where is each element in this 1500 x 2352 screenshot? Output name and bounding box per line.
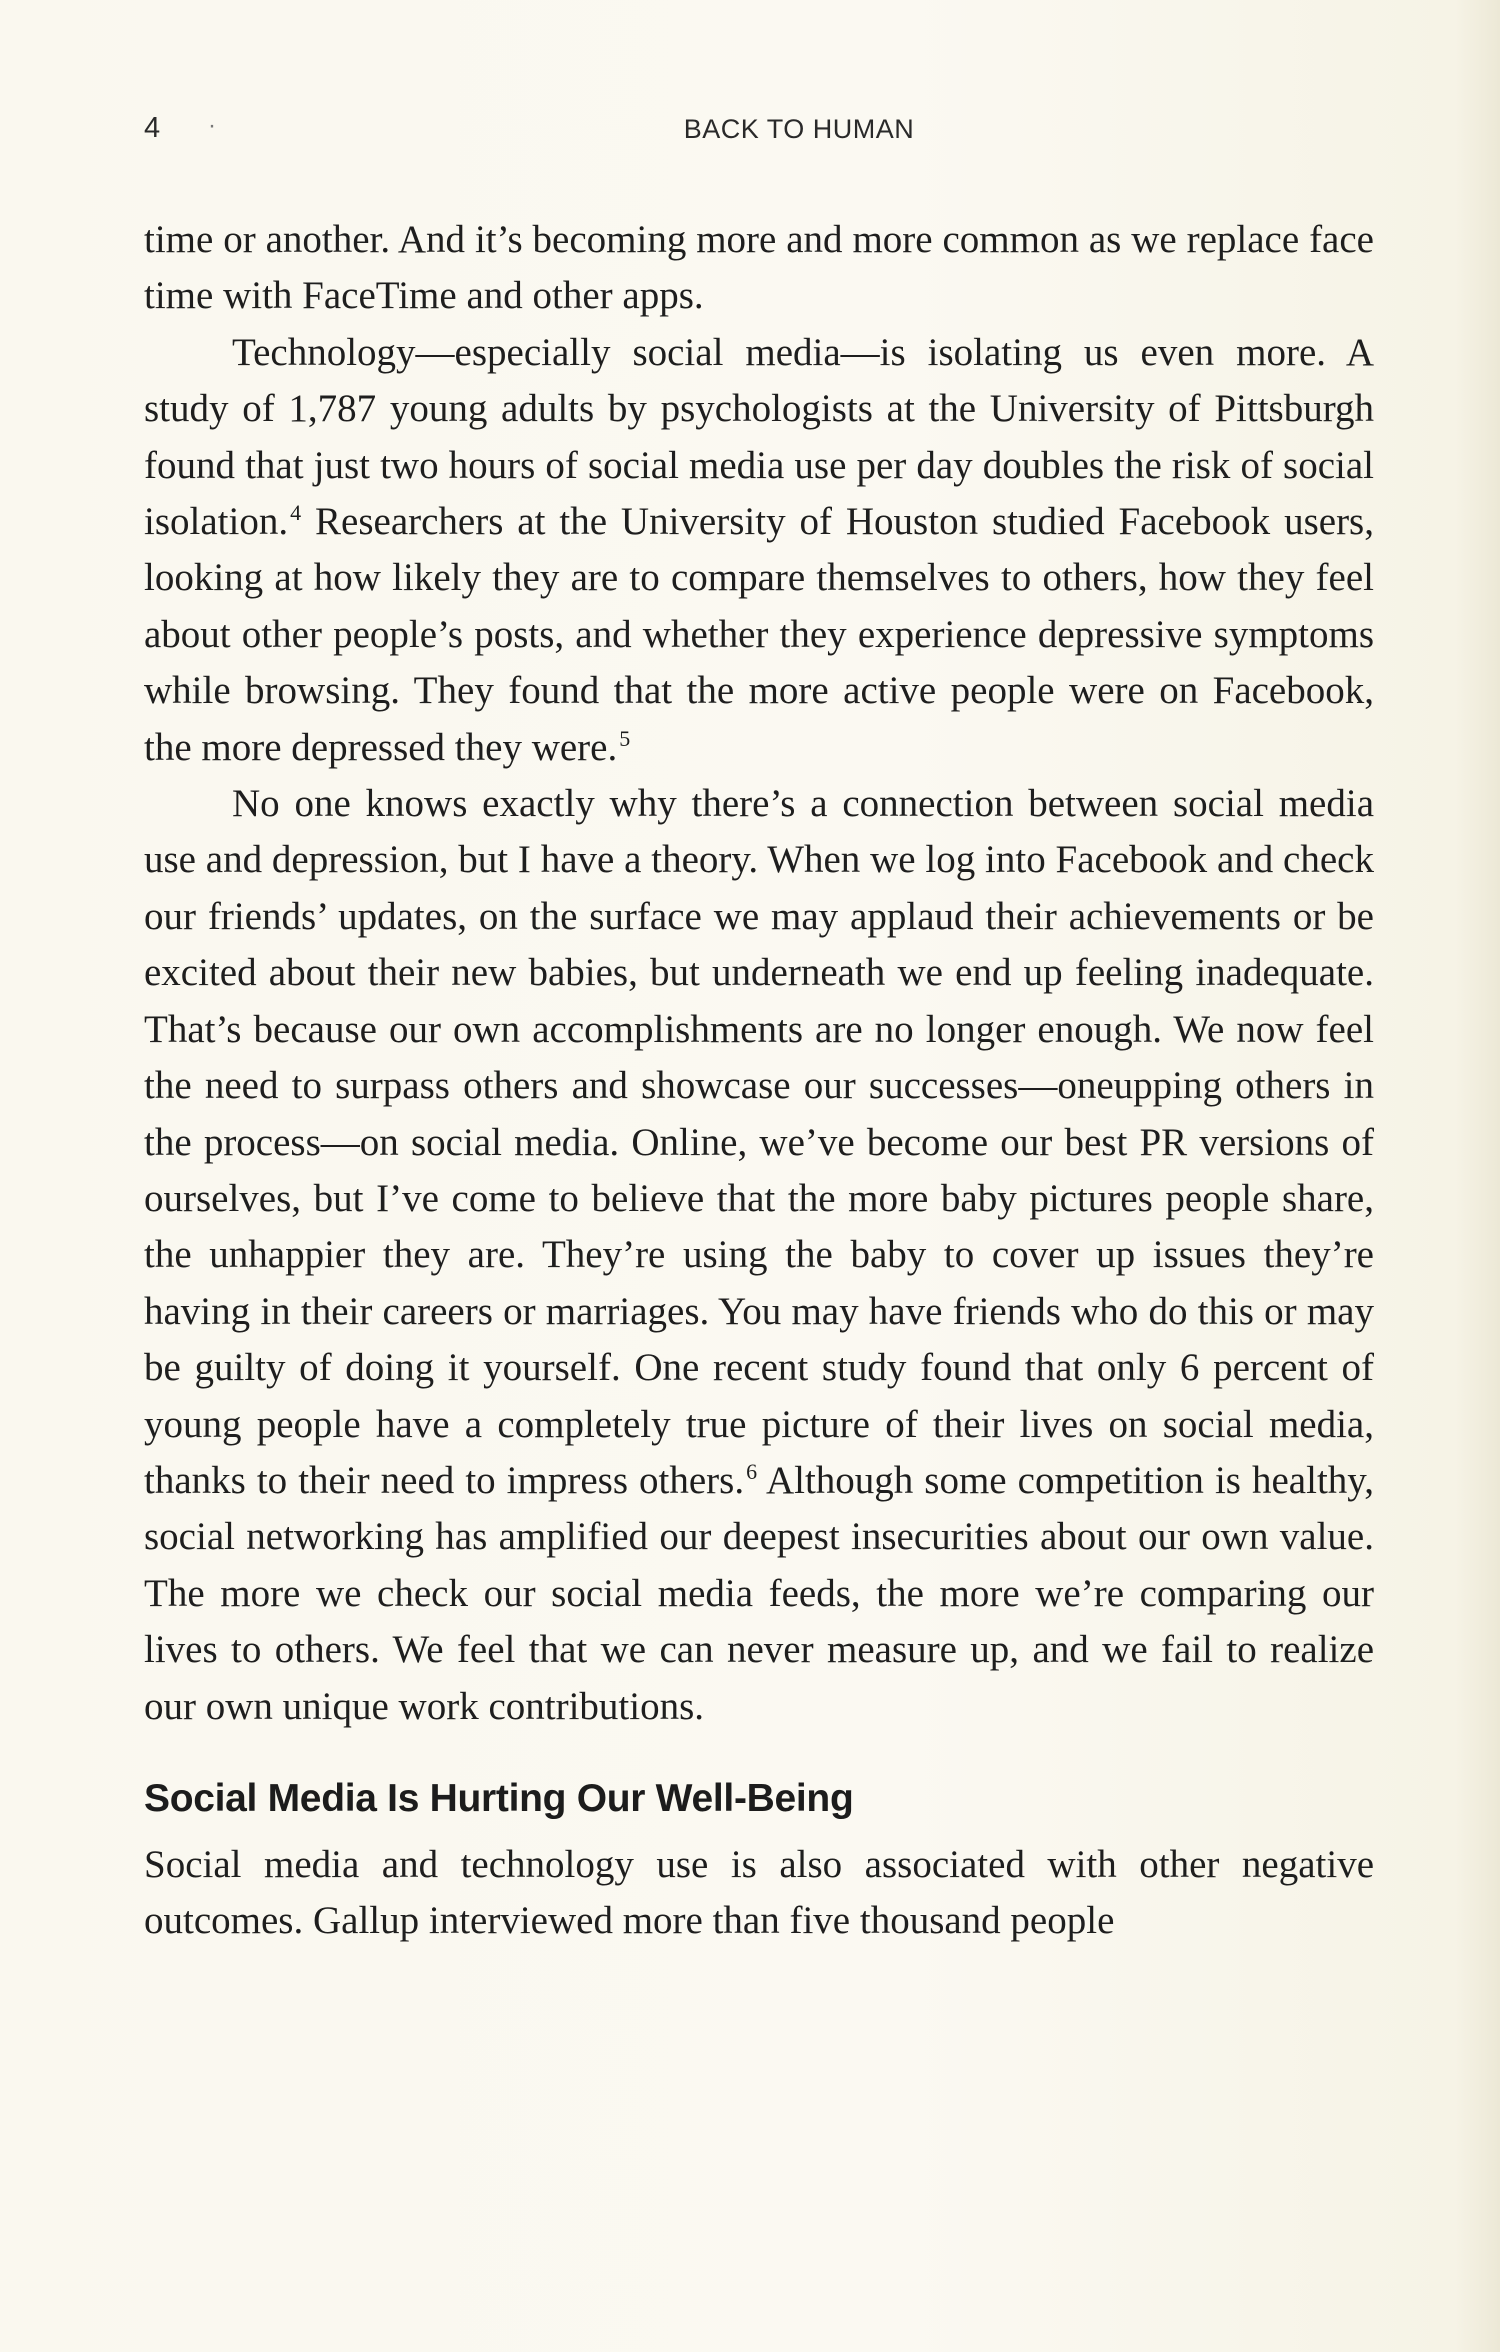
paragraph-text: No one knows exactly why there’s a connection between social media use and depression, but I have a theory. When we log into Facebook and check our friends’ updates, on the surface we may applaud their achievements or be excited about their new babies, but underneath we end up feeling inadequate. That’s because our own accomplishments are no longer enough. We now feel the need to surpass others and showcase our successes—oneupping others in the process—on social media. Online, we’ve become our best PR versions of ourselves, but I’ve come to believe that the more baby pictures people share, the unhappier they are. They’re using the baby to cover up issues they’re having in their careers or marriages. You may have friends who do this or may be guilty of doing it yourself. One recent study found that only 6 percent of young people have a completely true picture of their lives on social media, thanks to their need to impress others. [144,782,1374,1502]
footnote-ref: 6 [746,1458,758,1484]
footnote-ref: 5 [619,725,631,751]
paragraph-text: Researchers at the University of Houston studied Facebook users, looking at how likely they are to compare themselves to others, how they feel about other people’s posts, and whether they experience depressive symptoms while browsing. They found that the more active people were on Facebook, the more depressed they were. [144,500,1374,769]
paragraph-text: Social media and technology use is also associated with other negative outcomes. Gallup interviewed more than five thousand people [144,1842,1374,1943]
paragraph-text: Technology—especially social media—is isolating us even more. A study of 1,787 young adults by psychologists at the University of Pittsburgh found that just two hours of social media use per day doubles the risk of social isolation. [144,330,1374,544]
paragraph [144,776,1374,1735]
page-header [144,112,1374,156]
running-head: BACK TO HUMAN [683,114,915,144]
section-paragraph [144,1837,1374,1950]
paragraph [144,325,1374,776]
page-number: 4 [144,112,162,144]
header-separator: · [208,112,216,139]
paragraph-text: time or another. And it’s becoming more and more common as we replace face time with FaceTime and other apps. [144,218,1374,318]
body-text [144,212,1374,1950]
section-heading: Social Media Is Hurting Our Well-Being [144,1776,854,1820]
footnote-ref: 4 [290,500,302,526]
paragraph-text: Although some competition is healthy, social networking has amplified our deepest insecurities about our own value. The more we check our social media feeds, the more we’re comparing our lives to others. We feel that we can never measure up, and we fail to realize our own unique work contributions. [144,1458,1374,1728]
paragraph-continued [144,212,1374,325]
